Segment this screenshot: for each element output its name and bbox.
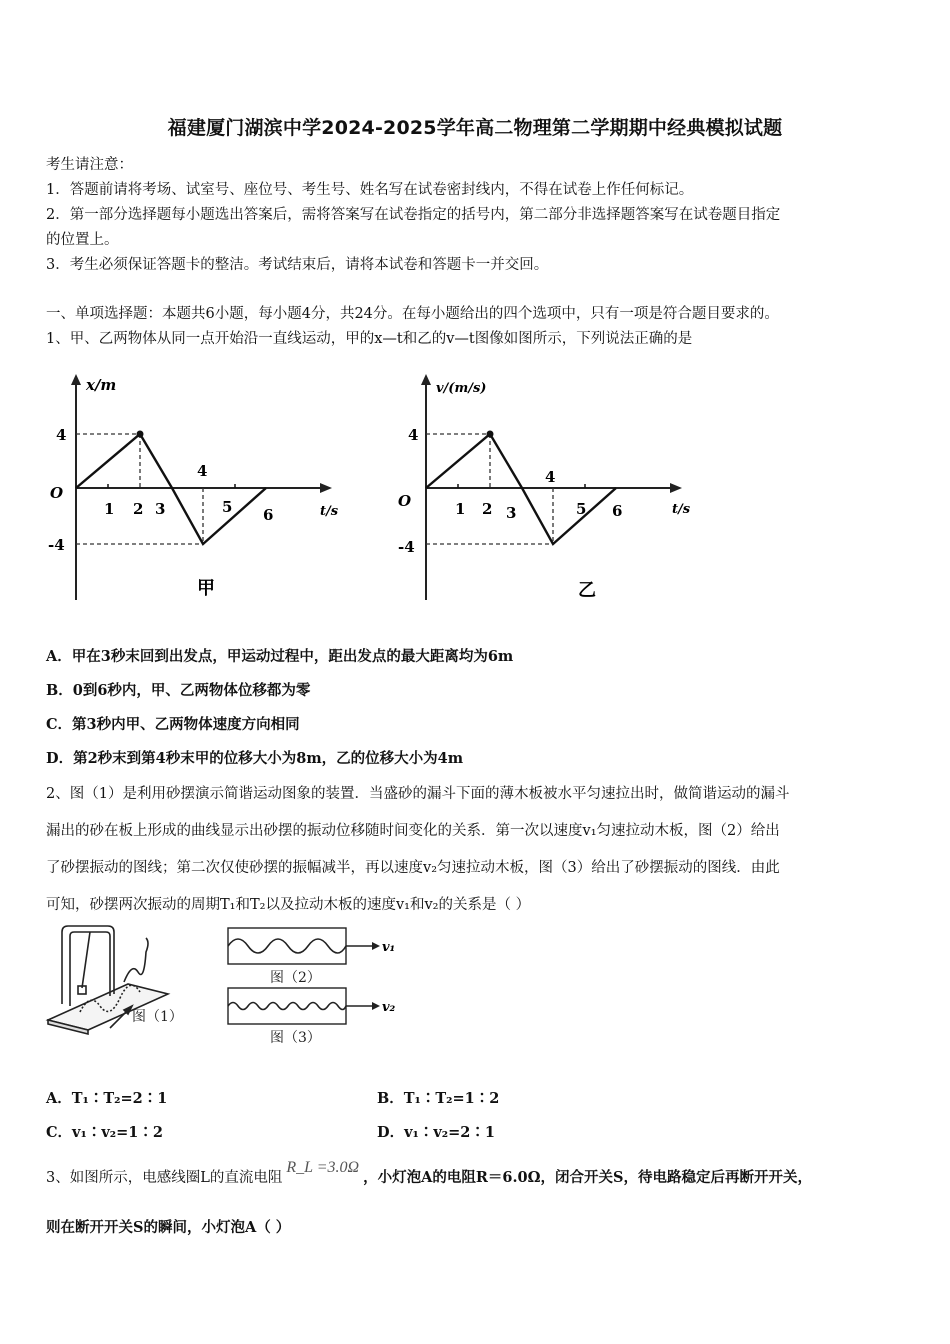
option-b[interactable]: B．0到6秒内，甲、乙两物体位移都为零 (46, 682, 311, 699)
velocity-label: v₂ (382, 1000, 396, 1015)
origin-label: O (398, 492, 412, 510)
question-2-stem: 了砂摆振动的图线；第二次仅使砂摆的振幅减半，再以速度v₂匀速拉动木板，图（3）给出了砂摆振动的图线．由此 (46, 860, 780, 876)
x-axis-arrow (320, 483, 332, 493)
resistance-formula: R_L =3.0Ω (286, 1159, 360, 1176)
question-3-stem: 则在断开开关S的瞬间，小灯泡A（ ） (46, 1219, 291, 1236)
x-tick-label: 3 (155, 500, 166, 518)
option-b[interactable]: B．T₁∶T₂=1∶2 (377, 1090, 500, 1107)
x-tick-label: 4 (545, 468, 556, 486)
y-tick-label: 4 (408, 426, 419, 444)
figure-caption: 图（1） (132, 1009, 183, 1025)
x-axis-label: t/s (320, 504, 339, 519)
figure-caption: 图（3） (270, 1030, 321, 1046)
option-d[interactable]: D．第2秒末到第4秒末甲的位移大小为8m，乙的位移大小为4m (46, 750, 464, 767)
x-tick-label: 4 (197, 462, 208, 480)
x-tick-label: 1 (104, 500, 115, 518)
x-tick-label: 3 (506, 504, 517, 522)
section-heading: 一、单项选择题：本题共6小题，每小题4分，共24分。在每小题给出的四个选项中，只有一项是符合题目要求的。 (46, 306, 779, 322)
figure-caption: 图（2） (270, 970, 321, 986)
y-axis-arrow (421, 374, 431, 385)
option-c[interactable]: C．第3秒内甲、乙两物体速度方向相同 (46, 716, 300, 733)
oscillation-curve (228, 939, 346, 953)
stem-text: 3、如图所示，电感线圈L的直流电阻 (46, 1170, 283, 1186)
trace-figure-2 (228, 928, 395, 986)
notice-item: 的位置上。 (46, 232, 119, 248)
question-2-stem: 可知，砂摆两次振动的周期T₁和T₂以及拉动木板的速度v₁和v₂的关系是（ ） (46, 897, 531, 913)
option-a[interactable]: A．甲在3秒末回到出发点，甲运动过程中，距出发点的最大距离均为6m (46, 648, 514, 665)
y-axis-label: x/m (86, 376, 117, 394)
x-tick-label: 6 (263, 506, 274, 524)
figure-jia (48, 374, 339, 600)
notice-item: 1．答题前请将考场、试室号、座位号、考生号、姓名写在试卷密封线内，不得在试卷上作任何标记。 (46, 182, 694, 198)
figure-caption: 乙 (578, 580, 596, 601)
trace-figure-3 (228, 988, 396, 1046)
vertex-dot (137, 431, 144, 438)
y-tick-label: -4 (398, 538, 415, 556)
option-d[interactable]: D．v₁∶v₂=2∶1 (377, 1124, 495, 1141)
q2-figures (40, 922, 420, 1057)
question-1-stem: 1、甲、乙两物体从同一点开始沿一直线运动，甲的x—t和乙的v—t图像如图所示，下列说法正确的是 (46, 331, 693, 347)
x-tick-label: 5 (222, 498, 233, 516)
x-tick-label: 6 (612, 502, 623, 520)
notice-heading: 考生请注意： (46, 157, 133, 173)
stem-text: ，小灯泡A的电阻R＝6.0Ω，闭合开关S，待电路稳定后再断开开关， (363, 1169, 813, 1186)
x-tick-label: 5 (576, 500, 587, 518)
option-c[interactable]: C．v₁∶v₂=1∶2 (46, 1124, 163, 1141)
velocity-label: v₁ (382, 940, 396, 955)
x-axis-label: t/s (672, 502, 691, 517)
figure-yi (398, 374, 691, 601)
question-3-stem (46, 1159, 813, 1187)
page-title: 福建厦门湖滨中学2024-2025学年高二物理第二学期期中经典模拟试题 (167, 117, 783, 139)
q1-figures (40, 370, 720, 610)
option-a[interactable]: A．T₁∶T₂=2∶1 (46, 1090, 168, 1107)
notice-item: 2．第一部分选择题每小题选出答案后，需将答案写在试卷指定的括号内，第二部分非选择题答案写在试卷题目指定 (46, 207, 781, 223)
question-2-stem: 2、图（1）是利用砂摆演示简谐运动图象的装置．当盛砂的漏斗下面的薄木板被水平匀速拉出时，做简谐运动的漏斗 (46, 786, 790, 802)
origin-label: O (50, 484, 64, 502)
y-tick-label: 4 (56, 426, 67, 444)
x-tick-label: 2 (482, 500, 493, 518)
x-tick-label: 2 (133, 500, 144, 518)
notice-item: 3．考生必须保证答题卡的整洁。考试结束后，请将本试卷和答题卡一并交回。 (46, 257, 549, 273)
vertex-dot (487, 431, 494, 438)
question-2-stem: 漏出的砂在板上形成的曲线显示出砂摆的振动位移随时间变化的关系．第一次以速度v₁匀速拉动木板，图（2）给出 (46, 823, 780, 839)
figure-caption: 甲 (197, 578, 215, 599)
x-axis-arrow (670, 483, 682, 493)
y-tick-label: -4 (48, 536, 65, 554)
x-tick-label: 1 (455, 500, 466, 518)
oscillation-curve (228, 1003, 346, 1010)
y-axis-arrow (71, 374, 81, 385)
y-axis-label: v/(m/s) (436, 381, 487, 396)
